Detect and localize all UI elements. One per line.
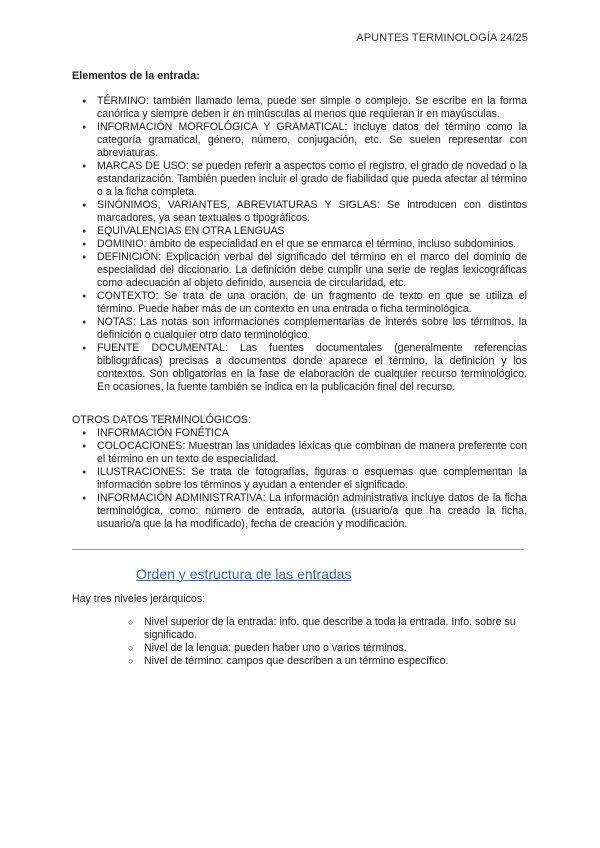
list-item: ● MARCAS DE USO: se pueden referir a aspectos como el registro, el grado de novedad o la estandarización. También pueden incluir el grado de fiabilidad que pueda afectar al término o a la ficha completa. bbox=[82, 160, 527, 199]
list-item: ● CONTEXTO: Se trata de una oración, de un fragmento de texto en que se utiliza el término. Puede haber más de un contexto en una entrada o ficha terminológica. bbox=[82, 290, 527, 316]
list-item: ● EQUIVALENCIAS EN OTRA LENGUAS bbox=[82, 225, 527, 238]
page-header: APUNTES TERMINOLOGÍA 24/25 bbox=[356, 32, 528, 44]
niveles-list bbox=[128, 616, 527, 668]
section-heading-orden: Orden y estructura de las entradas bbox=[136, 566, 352, 582]
intro-text: Hay tres niveles jerárquicos: bbox=[72, 593, 206, 605]
list-item: ● INFORMACIÓN FONÉTICA bbox=[82, 427, 527, 440]
otros-list bbox=[82, 427, 527, 531]
list-item: ● INFORMACIÓN MORFOLÓGICA Y GRAMATICAL: incluye datos del término como la categoría gramatical, género, número, conjugación, etc. Se suelen representar con abreviaturas. bbox=[82, 121, 527, 160]
list-item: ● DEFINICIÓN: Explicación verbal del significado del término en el marco del dominio de especialidad del diccionario. La definición debe cumplir una serie de reglas lexicográficas como adecuación al objeto definido, ausencia de circularidad, etc. bbox=[82, 251, 527, 290]
list-item: ○ Nivel de la lengua: pueden haber uno o varios términos. bbox=[128, 642, 527, 655]
horizontal-divider bbox=[72, 549, 524, 550]
list-item: ● INFORMACIÓN ADMINISTRATIVA: La información administrativa incluye datos de la ficha terminológica, como: número de entrada, autoría (usuario/a que ha creado la ficha, usuario/a que la ha modificado), fecha de creación y modificación. bbox=[82, 492, 527, 531]
list-item: ○ Nivel de término: campos que describen a un término específico. bbox=[128, 655, 527, 668]
list-item: ● SINÓNIMOS, VARIANTES, ABREVIATURAS Y SIGLAS: Se introducen con distintos marcadores, ya sean textuales o tipográficos. bbox=[82, 199, 527, 225]
section-title-elementos: Elementos de la entrada: bbox=[72, 70, 200, 82]
list-item: ● DOMINIO: ámbito de especialidad en el que se enmarca el término, incluso subdominios. bbox=[82, 238, 527, 251]
list-item: ● TÉRMINO: también llamado lema, puede ser simple o complejo. Se escribe en la forma canónica y siempre deben ir en minúsculas al menos que requieran ir en mayúsculas. bbox=[82, 95, 527, 121]
list-item: ● ILUSTRACIONES: Se trata de fotografías, figuras o esquemas que complementan la información sobre los términos y ayudan a entender el significado. bbox=[82, 466, 527, 492]
section-title-otros: OTROS DATOS TERMINOLÓGICOS: bbox=[72, 414, 251, 426]
elementos-list bbox=[82, 95, 527, 394]
list-item: ● COLOCACIONES: Muestran las unidades léxicas que combinan de manera preferente con el término en un texto de especialidad. bbox=[82, 440, 527, 466]
list-item: ● NOTAS: Las notas son informaciones complementarias de interés sobre los términos, la definición o cualquier otro dato terminológico. bbox=[82, 316, 527, 342]
list-item: ○ Nivel superior de la entrada: info. que describe a toda la entrada. Info. sobre su significado. bbox=[128, 616, 527, 642]
document-body bbox=[72, 70, 527, 668]
list-item: ● FUENTE DOCUMENTAL: Las fuentes documentales (generalmente referencias bibliográficas) precisas a documentos donde aparece el término, la definición y los contextos. Son obligatorias en la fase de elaboración de cualquier recurso terminológico. En ocasiones, la fuente también se indica en la publicación final del recurso. bbox=[82, 342, 527, 394]
